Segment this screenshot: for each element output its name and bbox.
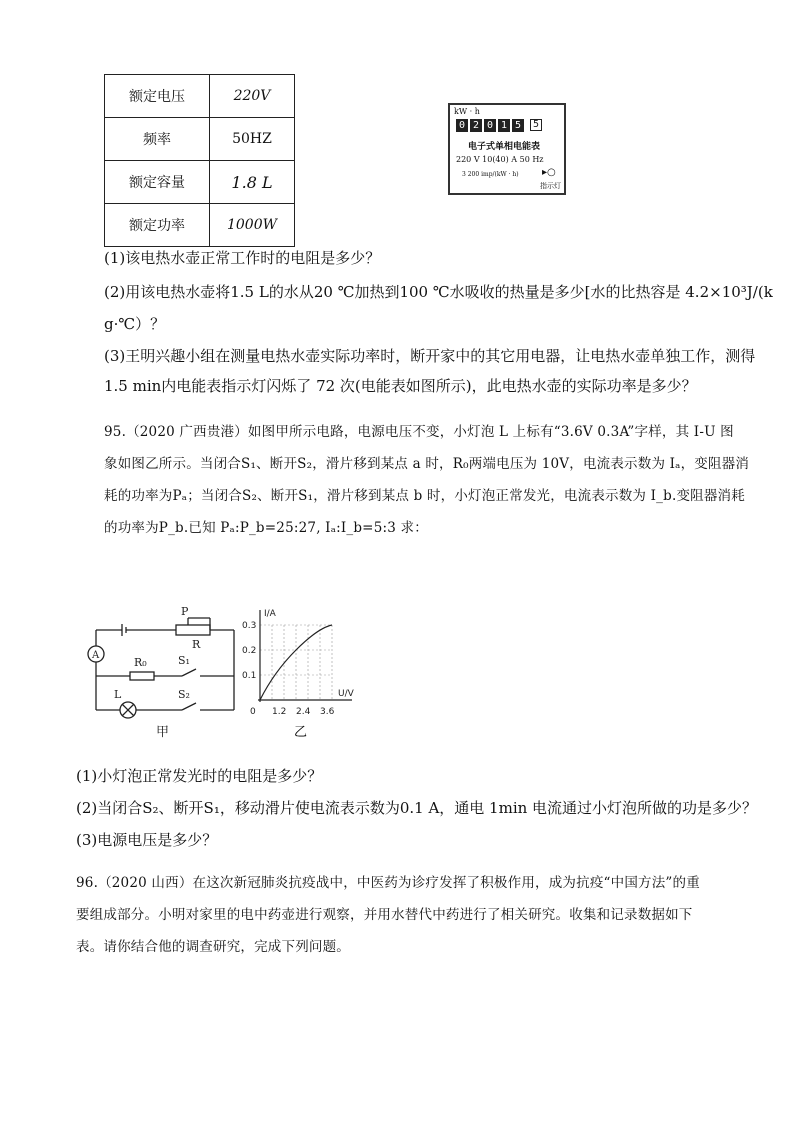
spec-value: 1.8 L <box>210 161 295 204</box>
spec-label: 额定容量 <box>105 161 210 204</box>
label-L: L <box>114 688 122 701</box>
meter-decimal-digit: 5 <box>530 119 542 131</box>
x-tick: 2.4 <box>296 707 311 717</box>
ammeter-icon: A <box>92 650 100 661</box>
graph-xlabel: U/V <box>338 689 354 699</box>
spec-label: 频率 <box>105 118 210 161</box>
question-item-cont: 1.5 min内电能表指示灯闪烁了 72 次(电能表如图所示)，此电热水壶的实际功率是多少？ <box>104 377 697 395</box>
label-P: P <box>181 605 189 618</box>
problem-95-line: 95.（2020 广西贵港）如图甲所示电路，电源电压不变，小灯泡 L 上标有“3.6V 0.3A”字样，其 I-U 图 <box>104 424 734 440</box>
spec-label: 额定电压 <box>105 75 210 118</box>
spec-value: 220V <box>210 75 295 118</box>
table-row <box>105 75 295 118</box>
meter-indicator-label: 指示灯 <box>540 182 561 190</box>
energy-meter-figure <box>448 103 566 195</box>
question-item: (1)小灯泡正常发光时的电阻是多少？ <box>76 767 323 785</box>
meter-imp: 3 200 imp/(kW · h) <box>462 171 519 178</box>
meter-digit: 0 <box>456 119 468 132</box>
question-item-cont: g·℃）？ <box>104 315 166 333</box>
label-S1: S₁ <box>178 654 190 667</box>
problem-95-line: 耗的功率为Pₐ；当闭合S₂、断开S₁，滑片移到某点 b 时，小灯泡正常发光，电流表示数为 I_b.变阻器消耗 <box>104 488 745 504</box>
circuit-graph-figure <box>84 602 374 742</box>
spec-table <box>104 74 295 247</box>
table-row <box>105 204 295 247</box>
caption-jia: 甲 <box>156 725 170 740</box>
question-item: (3)电源电压是多少？ <box>76 831 218 849</box>
problem-95-line: 象如图乙所示。当闭合S₁、断开S₂，滑片移到某点 a 时，R₀两端电压为 10V，电流表示数为 Iₐ，变阻器消 <box>104 456 750 472</box>
question-item: (2)当闭合S₂、断开S₁，移动滑片使电流表示数为0.1 A，通电 1min 电流通过小灯泡所做的功是多少？ <box>76 799 758 817</box>
problem-96-line: 要组成部分。小明对家里的电中药壶进行观察，并用水替代中药进行了相关研究。收集和记录数据如下 <box>76 907 693 923</box>
meter-digit: 2 <box>470 119 482 132</box>
y-tick: 0.1 <box>242 671 257 681</box>
circuit-diagram <box>88 618 234 718</box>
label-S2: S₂ <box>178 688 190 701</box>
y-tick: 0.2 <box>242 646 257 656</box>
x-tick: 1.2 <box>272 707 287 717</box>
caption-yi: 乙 <box>294 725 308 740</box>
spec-label: 额定功率 <box>105 204 210 247</box>
label-R: R <box>192 638 201 651</box>
problem-96-line: 表。请你结合他的调查研究，完成下列问题。 <box>76 939 350 955</box>
meter-digit: 0 <box>484 119 496 132</box>
meter-name: 电子式单相电能表 <box>468 142 541 152</box>
y-tick: 0.3 <box>242 621 257 631</box>
spec-value: 50HZ <box>210 118 295 161</box>
question-item: (2)用该电热水壶将1.5 L的水从20 ℃加热到100 ℃水吸收的热量是多少[水的比热容是 4.2×10³J/(k <box>104 283 773 301</box>
table-row <box>105 118 295 161</box>
meter-digit: 5 <box>512 119 524 132</box>
question-item: (1)该电热水壶正常工作时的电阻是多少？ <box>104 249 381 267</box>
meter-digits <box>456 119 542 132</box>
meter-spec: 220 V 10(40) A 50 Hz <box>456 155 544 164</box>
problem-96-line: 96.（2020 山西）在这次新冠肺炎抗疫战中，中医药为诊疗发挥了积极作用，成为抗疫“中国方法”的重 <box>76 875 700 891</box>
meter-digit: 1 <box>498 119 510 132</box>
label-R0: R₀ <box>134 656 147 669</box>
question-item: (3)王明兴趣小组在测量电热水壶实际功率时，断开家中的其它用电器，让电热水壶单独工作，测得 <box>104 347 756 365</box>
spec-value: 1000W <box>210 204 295 247</box>
iu-graph <box>242 609 355 740</box>
graph-ylabel: I/A <box>264 609 276 619</box>
x-tick: 0 <box>250 707 256 717</box>
table-row <box>105 161 295 204</box>
problem-95-line: 的功率为P_b.已知 Pₐ:P_b=25:27, Iₐ:I_b=5:3 求： <box>104 520 428 536</box>
meter-unit: kW · h <box>454 107 480 116</box>
x-tick: 3.6 <box>320 707 335 717</box>
indicator-light-icon: ▸○ <box>542 167 556 178</box>
